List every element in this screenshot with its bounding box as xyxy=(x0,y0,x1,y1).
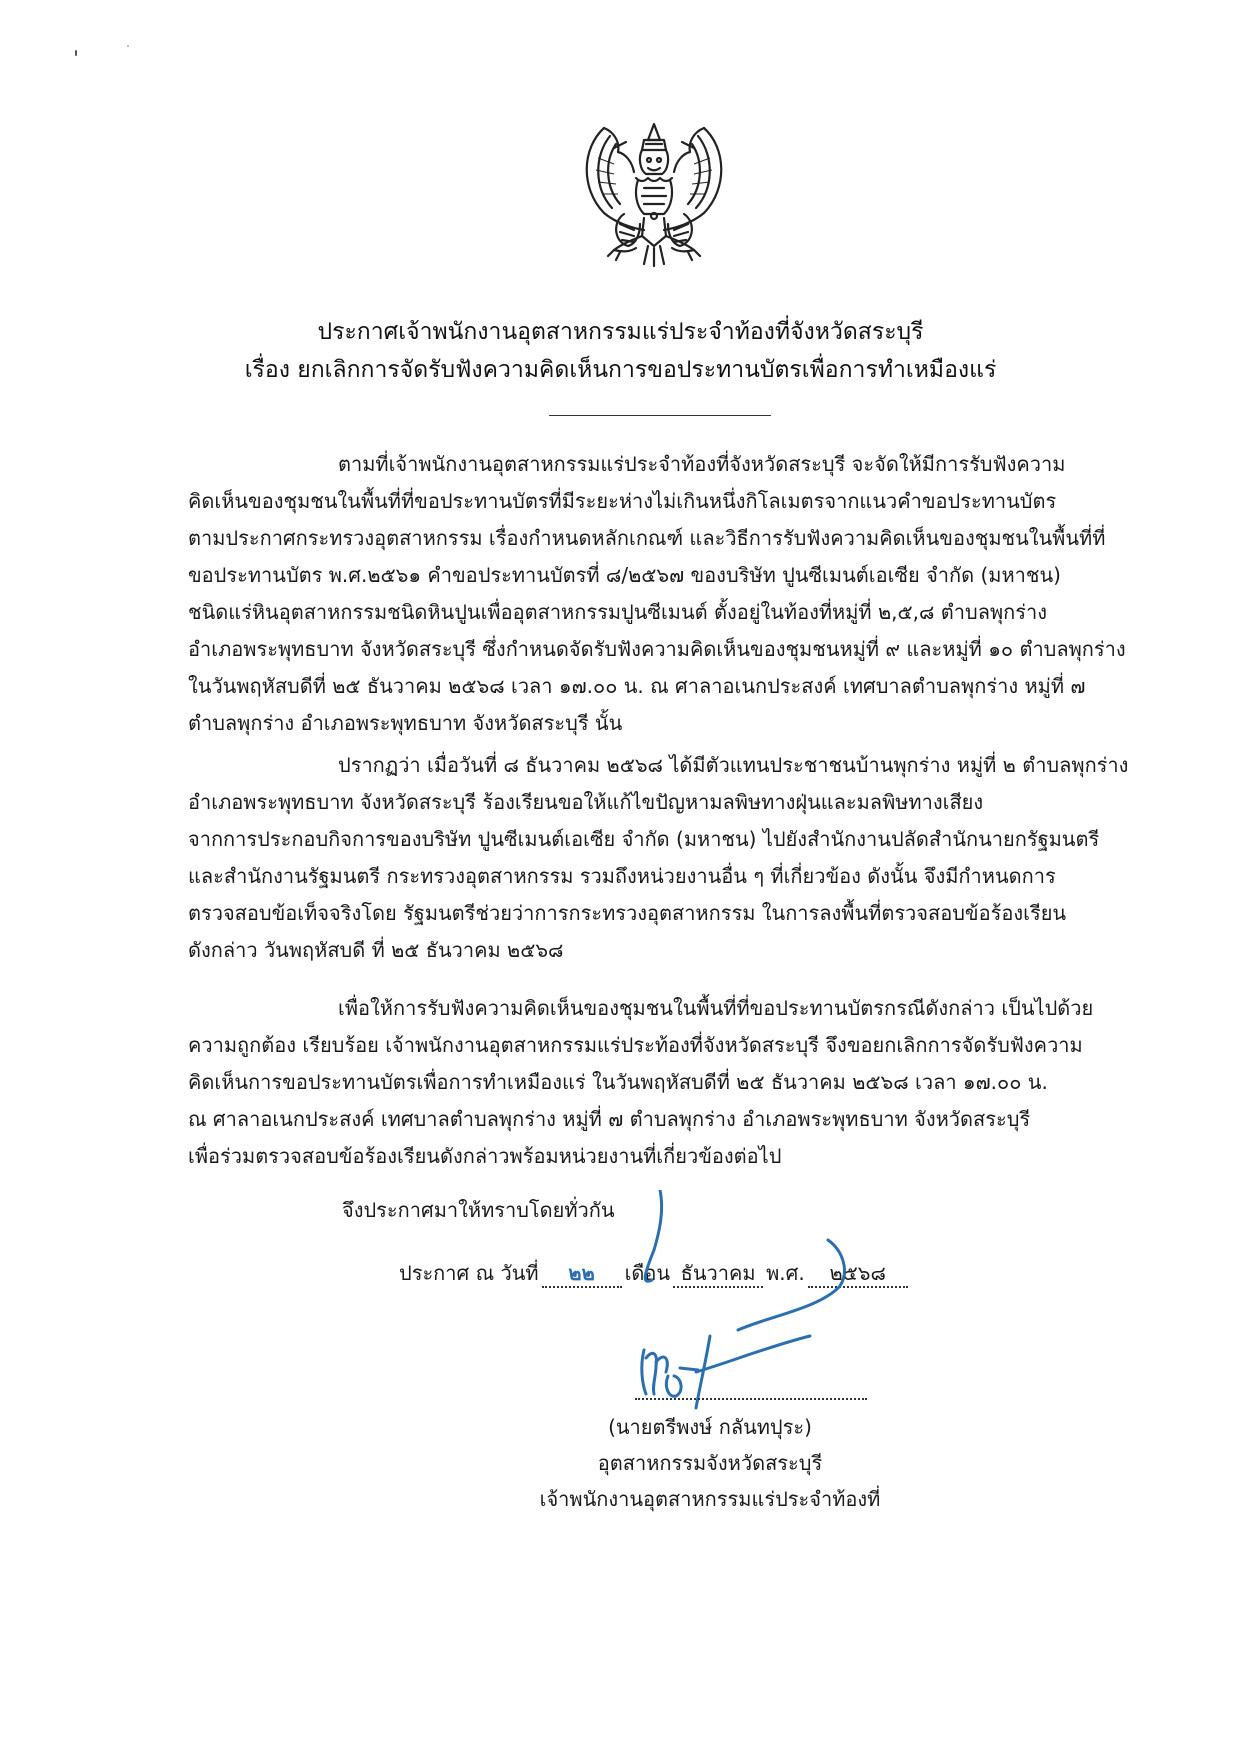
date-day-handwritten: ๒๒ xyxy=(542,1260,622,1288)
announcement-title: ประกาศเจ้าพนักงานอุตสาหกรรมแร่ประจำท้องที่จังหวัดสระบุรี xyxy=(317,319,924,345)
signer-name: (นายตรีพงษ์ กลันทปุระ) xyxy=(608,1415,812,1439)
month-label: เดือน xyxy=(624,1261,671,1285)
paragraph-line: ปรากฏว่า เมื่อวันที่ ๘ ธันวาคม ๒๕๖๘ ได้มีตัวแทนประชาชนบ้านพุกร่าง หมู่ที่ ๒ ตำบลพุกร่าง xyxy=(338,753,1129,777)
paragraph-line: ตำบลพุกร่าง อำเภอพระพุทธบาท จังหวัดสระบุรี นั้น xyxy=(188,711,623,735)
paragraph-line: เพื่อร่วมตรวจสอบข้อร้องเรียนดังกล่าวพร้อมหน่วยงานที่เกี่ยวข้องต่อไป xyxy=(188,1144,782,1168)
date-year: ๒๕๖๘ xyxy=(808,1260,908,1288)
paragraph-line: ขอประทานบัตร พ.ศ.๒๕๖๑ คำขอประทานบัตรที่ ๘/๒๕๖๗ ของบริษัท ปูนซีเมนต์เอเซีย จำกัด (มหาชน) xyxy=(188,563,1061,587)
paragraph-line: ตามที่เจ้าพนักงานอุตสาหกรรมแร่ประจำท้องที่จังหวัดสระบุรี จะจัดให้มีการรับฟังความ xyxy=(338,452,1066,476)
paragraph-line: ณ ศาลาอเนกประสงค์ เทศบาลตำบลพุกร่าง หมู่ที่ ๗ ตำบลพุกร่าง อำเภอพระพุทธบาท จังหวัดสระบุรี xyxy=(188,1107,1031,1131)
paragraph-line: ดังกล่าว วันพฤหัสบดี ที่ ๒๕ ธันวาคม ๒๕๖๘ xyxy=(188,938,564,962)
signer-position-1: อุตสาหกรรมจังหวัดสระบุรี xyxy=(597,1451,823,1475)
dateline-prefix: ประกาศ ณ วันที่ xyxy=(399,1261,539,1285)
scan-speck xyxy=(75,50,77,56)
paragraph-line: จากการประกอบกิจการของบริษัท ปูนซีเมนต์เอเซีย จำกัด (มหาชน) ไปยังสำนักงานปลัดสำนักนายกรัฐมนตรี xyxy=(188,827,1100,851)
body-paragraph-1 xyxy=(188,446,1128,742)
body-paragraph-3 xyxy=(188,990,1128,1175)
announcement-subject: เรื่อง ยกเลิกการจัดรับฟังความคิดเห็นการขอประทานบัตรเพื่อการทำเหมืองแร่ xyxy=(244,357,997,383)
paragraph-line: เพื่อให้การรับฟังความคิดเห็นของชุมชนในพื้นที่ที่ขอประทานบัตรกรณีดังกล่าว เป็นไปด้วย xyxy=(338,996,1094,1020)
paragraph-line: คิดเห็นของชุมชนในพื้นที่ที่ขอประทานบัตรที่มีระยะห่างไม่เกินหนึ่งกิโลเมตรจากแนวคำขอประทานบัตร xyxy=(188,489,1057,513)
garuda-emblem-icon xyxy=(574,118,734,268)
paragraph-line: ตามประกาศกระทรวงอุตสาหกรรม เรื่องกำหนดหลักเกณฑ์ และวิธีการรับฟังความคิดเห็นของชุมชนในพื้นที่ที่ xyxy=(188,526,1106,550)
announcement-dateline xyxy=(396,1255,908,1292)
paragraph-line: และสำนักงานรัฐมนตรี กระทรวงอุตสาหกรรม รวมถึงหน่วยงานอื่น ๆ ที่เกี่ยวข้อง ดังนั้น จึงมีกำหนดการ xyxy=(188,864,1056,888)
date-month: ธันวาคม xyxy=(673,1260,763,1288)
body-paragraph-2 xyxy=(188,747,1128,969)
paragraph-line: ในวันพฤหัสบดีที่ ๒๕ ธันวาคม ๒๕๖๘ เวลา ๑๗.๐๐ น. ณ ศาลาอเนกประสงค์ เทศบาลตำบลพุกร่าง หมู่ที่ ๗ xyxy=(188,674,1086,698)
paragraph-line: ชนิดแร่หินอุตสาหกรรมชนิดหินปูนเพื่ออุตสาหกรรมปูนซีเมนต์ ตั้งอยู่ในท้องที่หมู่ที่ ๒,๕,๘ ตำบลพุกร่าง xyxy=(188,600,1047,624)
signer-position-2: เจ้าพนักงานอุตสาหกรรมแร่ประจำท้องที่ xyxy=(539,1487,881,1511)
paragraph-line: คิดเห็นการขอประทานบัตรเพื่อการทำเหมืองแร่ ในวันพฤหัสบดีที่ ๒๕ ธันวาคม ๒๕๖๘ เวลา ๑๗.๐๐ น. xyxy=(188,1070,1048,1094)
title-divider xyxy=(549,415,771,416)
paragraph-line: ความถูกต้อง เรียบร้อย เจ้าพนักงานอุตสาหกรรมแร่ประท้องที่จังหวัดสระบุรี จึงขอยกเลิกการจัดรับฟังความ xyxy=(188,1033,1083,1057)
paragraph-line: อำเภอพระพุทธบาท จังหวัดสระบุรี ร้องเรียนขอให้แก้ไขปัญหามลพิษทางฝุ่นและมลพิษทางเสียง xyxy=(188,790,984,814)
closing-statement: จึงประกาศมาให้ทราบโดยทั่วกัน xyxy=(342,1198,615,1222)
era-label: พ.ศ. xyxy=(766,1261,805,1285)
paragraph-line: อำเภอพระพุทธบาท จังหวัดสระบุรี ซึ่งกำหนดจัดรับฟังความคิดเห็นของชุมชนหมู่ที่ ๙ และหมู่ที่ ๑๐ ตำบลพุกร่าง xyxy=(188,637,1126,661)
paragraph-line: ตรวจสอบข้อเท็จจริงโดย รัฐมนตรีช่วยว่าการกระทรวงอุตสาหกรรม ในการลงพื้นที่ตรวจสอบข้อร้องเรียน xyxy=(188,901,1067,925)
signature-line xyxy=(635,1398,867,1400)
scan-speck xyxy=(127,45,129,47)
